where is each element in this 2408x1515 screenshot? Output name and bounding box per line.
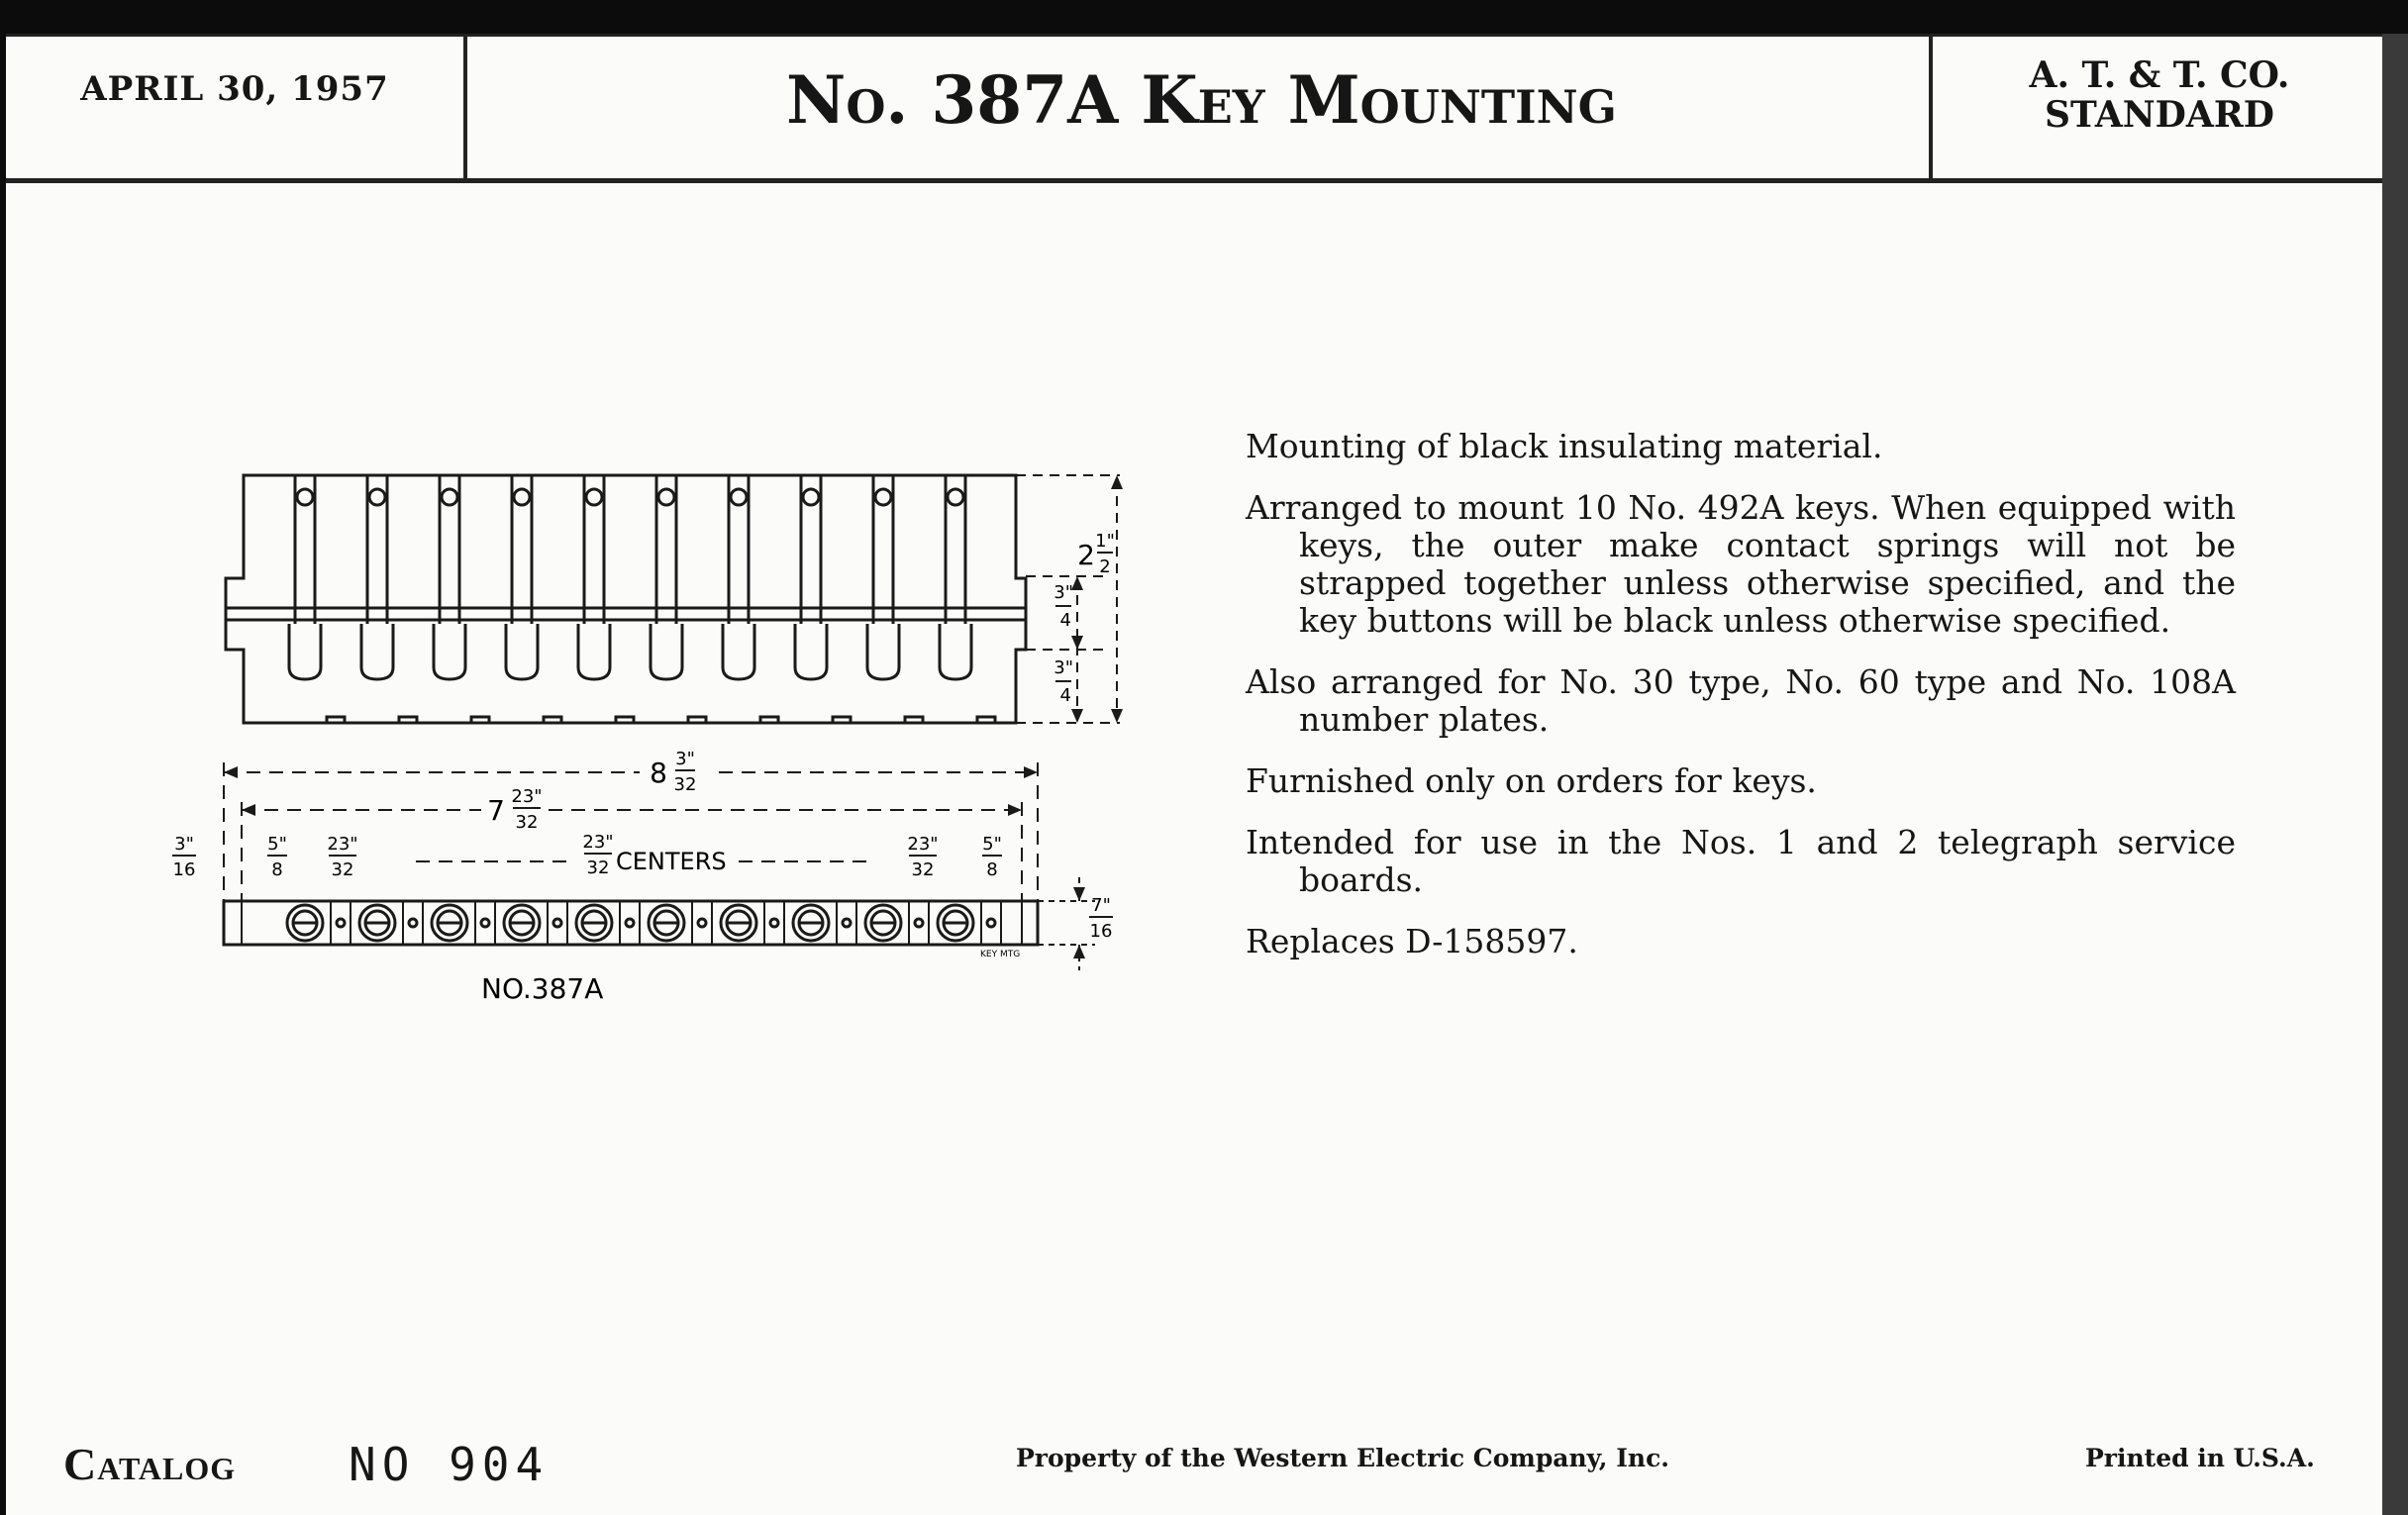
mounting-hole (915, 919, 923, 927)
dim-centers-den: 32 (586, 858, 610, 878)
mounting-hole (843, 919, 851, 927)
key-slot-hole (442, 489, 457, 505)
key-slot-hole (948, 489, 963, 505)
small-note: KEY MTG (980, 950, 1021, 960)
description-paragraph: Intended for use in the Nos. 1 and 2 telegraph service boards. (1246, 823, 2236, 899)
dim-height-whole: 2 (1077, 539, 1095, 571)
mounting-hole (987, 919, 995, 927)
mounting-hole (626, 919, 634, 927)
dim-end-num-right: 5" (982, 834, 1002, 855)
drawing-label: NO.387A (481, 972, 604, 1005)
mounting-top-view (226, 475, 1026, 723)
dim-overall-den: 32 (673, 774, 697, 795)
dim-pitch-num-right: 23" (907, 834, 939, 855)
description-paragraph: Mounting of black insulating material. (1246, 427, 1883, 465)
property-notice: Property of the Western Electric Company, Inc. (1016, 1444, 1670, 1472)
description (1246, 428, 2236, 984)
dim-pitch-num-left: 23" (327, 834, 358, 855)
key-slot-hole (297, 489, 313, 505)
dim-section-den-2: 4 (1059, 685, 1071, 706)
mounting-hole (409, 919, 417, 927)
dim-overall-whole: 8 (650, 757, 667, 789)
dim-edge-den: 16 (172, 859, 196, 880)
key-slot-hole (586, 489, 602, 505)
mounting-hole (698, 919, 706, 927)
dim-pitch-den-left: 32 (331, 859, 354, 880)
dim-depth-num: 7" (1091, 895, 1111, 916)
key-slot-hole (875, 489, 891, 505)
mounting-hole (481, 919, 489, 927)
printed-notice: Printed in U.S.A. (2085, 1444, 2315, 1472)
standard-badge (1937, 55, 2382, 135)
catalog-label: Catalog (63, 1439, 237, 1489)
dim-pitch-den-right: 32 (911, 859, 935, 880)
issue-date: APRIL 30, 1957 (80, 69, 389, 109)
dim-edge-num: 3" (174, 834, 194, 855)
title-text: No. 387A Key Mounting (786, 61, 1617, 139)
dim-height-num: 1" (1095, 531, 1115, 552)
header-bottom-rule (6, 178, 2382, 183)
scan-edge (2382, 34, 2408, 1515)
centers-label: CENTERS (616, 848, 727, 875)
dim-depth-den: 16 (1089, 921, 1113, 942)
description-paragraph: Arranged to mount 10 No. 492A keys. When equipped with keys, the outer make contact springs will not be strapped together unless otherwise specified, and the key buttons will be black unless otherwise specified. (1246, 488, 2236, 640)
dim-end-num-left: 5" (267, 834, 287, 855)
key-slot-hole (514, 489, 530, 505)
dim-section-num-1: 3" (1054, 582, 1073, 603)
key-slot-hole (369, 489, 385, 505)
page-title (471, 61, 1932, 139)
mounting-hole (337, 919, 345, 927)
key-slot-hole (731, 489, 747, 505)
dim-inner-num: 23" (511, 786, 543, 807)
header-top-rule (6, 34, 2382, 37)
dim-overall-num: 3" (675, 749, 695, 769)
catalog-number: NO 904 (349, 1438, 550, 1491)
standard-line-2: STANDARD (2045, 94, 2274, 136)
dim-end-den-right: 8 (986, 859, 998, 880)
key-slot-hole (803, 489, 819, 505)
dim-inner-den: 32 (515, 812, 539, 833)
dim-inner-whole: 7 (487, 794, 505, 827)
header-divider-left (463, 34, 467, 182)
standard-line-1: A. T. & T. CO. (2029, 54, 2290, 96)
mounting-hole (553, 919, 561, 927)
description-paragraph: Furnished only on orders for keys. (1246, 761, 1817, 800)
dim-section-num-2: 3" (1054, 657, 1073, 678)
mounting-hole (770, 919, 778, 927)
dim-height-den: 2 (1099, 556, 1111, 577)
dim-end-den-left: 8 (271, 859, 283, 880)
dim-centers-num: 23" (582, 832, 614, 853)
description-paragraph: Also arranged for No. 30 type, No. 60 type and No. 108A number plates. (1246, 662, 2236, 739)
key-slot-hole (658, 489, 674, 505)
catalog-sheet (6, 34, 2382, 1515)
key-mounting-drawing (154, 430, 1164, 1014)
dim-section-den-1: 4 (1059, 610, 1071, 631)
description-paragraph: Replaces D-158597. (1246, 922, 1578, 960)
